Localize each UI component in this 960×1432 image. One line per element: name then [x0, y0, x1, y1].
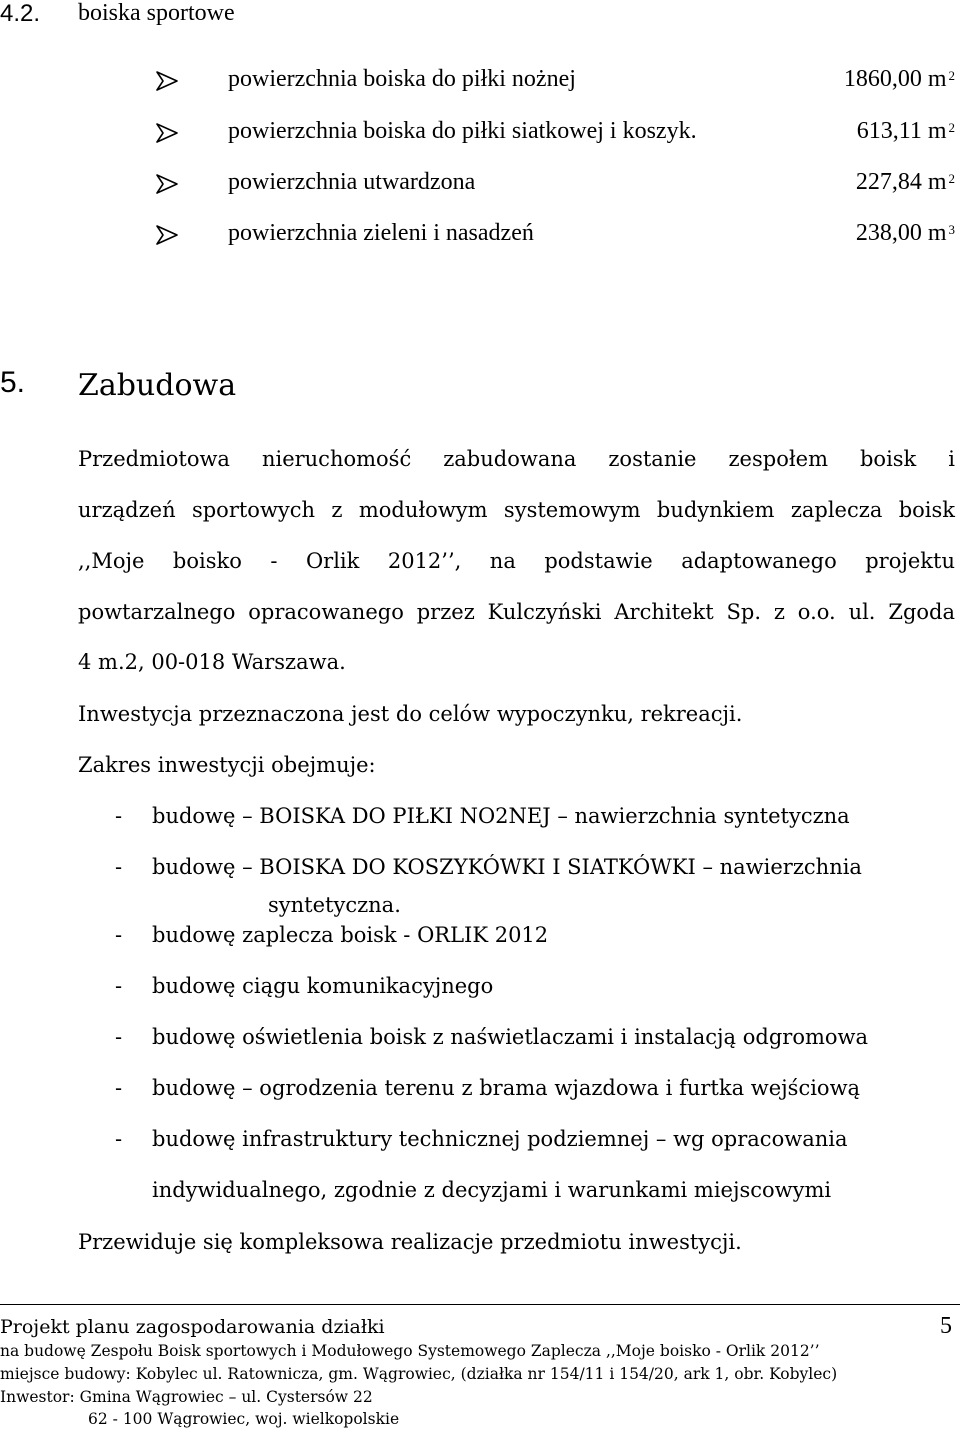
list-item-value: [856, 220, 955, 247]
list-item: [155, 169, 955, 199]
scope-item: budowę – BOISKA DO PIŁKI NO2NEJ – nawierzchnia syntetyczna: [152, 804, 850, 828]
list-item: [155, 118, 955, 148]
arrowhead-bullet-icon: [155, 173, 179, 195]
list-dash: -: [115, 974, 123, 998]
footer-line: miejsce budowy: Kobylec ul. Ratownicza, gm. Wągrowiec, (działka nr 154/11 i 154/20, ark 1, obr. Kobylec): [0, 1365, 838, 1383]
list-dash: -: [115, 1127, 123, 1151]
scope-item: budowę zaplecza boisk - ORLIK 2012: [152, 923, 549, 947]
chapter-number: 5.: [0, 366, 26, 399]
chapter-title: Zabudowa: [78, 368, 237, 403]
purpose-text: Inwestycja przeznaczona jest do celów wypoczynku, rekreacji.: [78, 702, 743, 726]
arrowhead-bullet-icon: [155, 224, 179, 246]
list-dash: -: [115, 923, 123, 947]
footer-divider: [0, 1304, 960, 1305]
list-item: [155, 220, 955, 250]
area-value: 227,84 m: [855, 169, 947, 195]
list-item-value: [857, 118, 955, 145]
list-dash: -: [115, 1076, 123, 1100]
scope-item: budowę infrastruktury technicznej podziemnej – wg opracowania: [152, 1127, 848, 1151]
footer-title: Projekt planu zagospodarowania działki: [0, 1316, 385, 1338]
page-number: 5: [940, 1313, 952, 1339]
footer-line: na budowę Zespołu Boisk sportowych i Modułowego Systemowego Zaplecza ,,Moje boisko - Orlik 2012’’: [0, 1342, 820, 1360]
paragraph-line: powtarzalnego opracowanego przez Kulczyński Architekt Sp. z o.o. ul. Zgoda: [78, 600, 955, 624]
unit-exponent: 2: [948, 120, 955, 135]
footer-line: 62 - 100 Wągrowiec, woj. wielkopolskie: [88, 1410, 400, 1428]
scope-item: budowę – BOISKA DO KOSZYKÓWKI I SIATKÓWKI – nawierzchnia: [152, 855, 862, 879]
unit-exponent: 2: [948, 68, 955, 83]
list-item-label: powierzchnia boiska do piłki siatkowej i koszyk.: [228, 118, 697, 144]
paragraph-line: Przedmiotowa nieruchomość zabudowana zostanie zespołem boisk i: [78, 447, 955, 471]
area-value: 238,00 m: [855, 220, 947, 246]
unit-exponent: 2: [948, 171, 955, 186]
section-number: 4.2.: [0, 0, 41, 27]
scope-item: budowę – ogrodzenia terenu z brama wjazdowa i furtka wejściową: [152, 1076, 861, 1100]
footer-line: Inwestor: Gmina Wągrowiec – ul. Cystersów 22: [0, 1388, 373, 1406]
section-title: boiska sportowe: [78, 0, 235, 26]
list-dash: -: [115, 1025, 123, 1049]
scope-intro: Zakres inwestycji obejmuje:: [78, 753, 376, 777]
scope-item: budowę ciągu komunikacyjnego: [152, 974, 494, 998]
arrowhead-bullet-icon: [155, 70, 179, 92]
list-item-value: [844, 66, 955, 93]
list-item-label: powierzchnia boiska do piłki nożnej: [228, 66, 576, 92]
list-item-label: powierzchnia utwardzona: [228, 169, 476, 195]
area-value: 613,11 m: [856, 118, 947, 144]
arrowhead-bullet-icon: [155, 122, 179, 144]
closing-text: Przewiduje się kompleksowa realizacje przedmiotu inwestycji.: [78, 1230, 742, 1254]
list-item: [155, 66, 955, 96]
list-dash: -: [115, 804, 123, 828]
paragraph-line: urządzeń sportowych z modułowym systemowym budynkiem zaplecza boisk: [78, 498, 955, 522]
scope-item-continuation: indywidualnego, zgodnie z decyzjami i warunkami miejscowymi: [152, 1178, 832, 1202]
unit-exponent: 3: [948, 222, 955, 237]
list-item-value: [856, 169, 955, 196]
list-item-label: powierzchnia zieleni i nasadzeń: [228, 220, 534, 246]
paragraph-line: 4 m.2, 00-018 Warszawa.: [78, 650, 346, 674]
paragraph-line: ,,Moje boisko - Orlik 2012’’, na podstawie adaptowanego projektu: [78, 549, 955, 573]
scope-item: budowę oświetlenia boisk z naświetlaczami i instalacją odgromowa: [152, 1025, 869, 1049]
scope-item-continuation: syntetyczna.: [268, 893, 401, 917]
list-dash: -: [115, 855, 123, 879]
area-value: 1860,00 m: [843, 66, 947, 92]
